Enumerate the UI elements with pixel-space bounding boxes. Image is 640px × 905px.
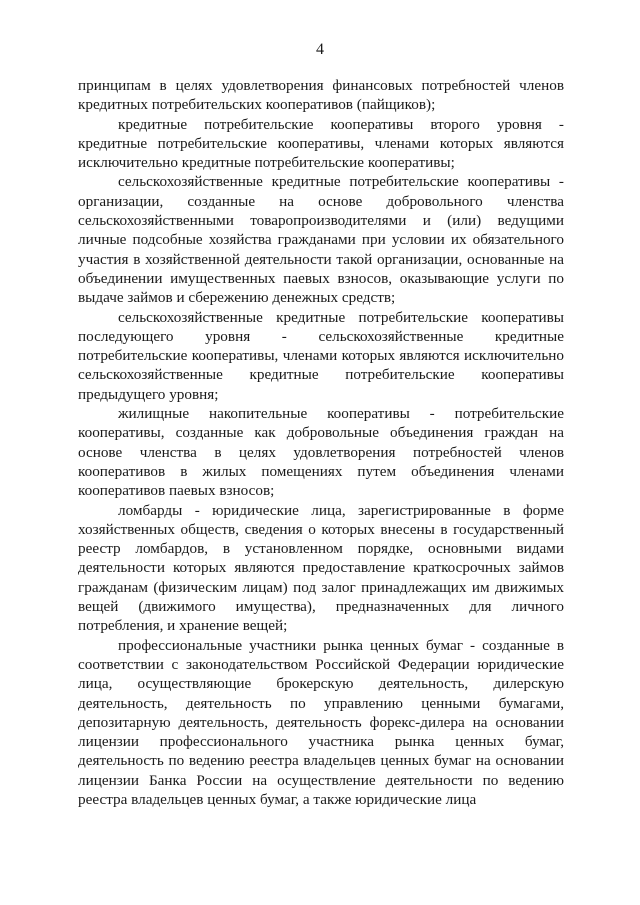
paragraph-agricultural-coops-subsequent-level: сельскохозяйственные кредитные потребительские кооперативы последующего уровня - сельскохозяйственные кредитные потребительские кооперативы, членами которых являются исключительно сельскохозяйственные кредитные потребительские кооперативы предыдущего уровня; <box>78 308 564 403</box>
paragraph-credit-coops-second-level: кредитные потребительские кооперативы второго уровня - кредитные потребительские кооперативы, членами которых являются исключительно кредитные потребительские кооперативы; <box>78 115 564 172</box>
paragraph-housing-savings-coops: жилищные накопительные кооперативы - потребительские кооперативы, созданные как добровольные объединения граждан на основе членства в целях удовлетворения потребностей членов кооперативов в жилых помещениях путем объединения членами кооперативов паевых взносов; <box>78 405 564 500</box>
paragraph-pawnshops: ломбарды - юридические лица, зарегистрированные в форме хозяйственных обществ, сведения о которых внесены в государственный реестр ломбардов, в установленном порядке, основными видами деятельности которых являются предоставление краткосрочных займов гражданам (физическим лицам) под залог принадлежащих им движимых вещей (движимого имущества), предназначенных для личного потребления, и хранение вещей; <box>78 501 564 635</box>
paragraph-securities-market-participants: профессиональные участники рынка ценных бумаг - созданные в соответствии с законодательством Российской Федерации юридические лица, осуществляющие брокерскую деятельность, дилерскую деятельность, деятельность по управлению ценными бумагами, депозитарную деятельность, деятельность форекс-дилера на основании лицензии профессионального участника рынка ценных бумаг, деятельность по ведению реестра владельцев ценных бумаг на основании лицензии Банка России на осуществление деятельности по ведению реестра владельцев ценных бумаг, а также юридические лица <box>78 636 564 808</box>
paragraph-continuation: принципам в целях удовлетворения финансовых потребностей членов кредитных потребительских кооперативов (пайщиков); <box>78 77 564 114</box>
page-number: 4 <box>316 41 324 58</box>
paragraph-agricultural-credit-coops: сельскохозяйственные кредитные потребительские кооперативы - организации, созданные на основе добровольного членства сельскохозяйственными товаропроизводителями и (или) ведущими личные подсобные хозяйства гражданами при условии их обязательного участия в хозяйственной деятельности такой организации, основанные на объединении имущественных паевых взносов, оказывающие услуги по выдаче займов и сбережению денежных средств; <box>78 173 564 307</box>
document-body <box>78 76 564 809</box>
